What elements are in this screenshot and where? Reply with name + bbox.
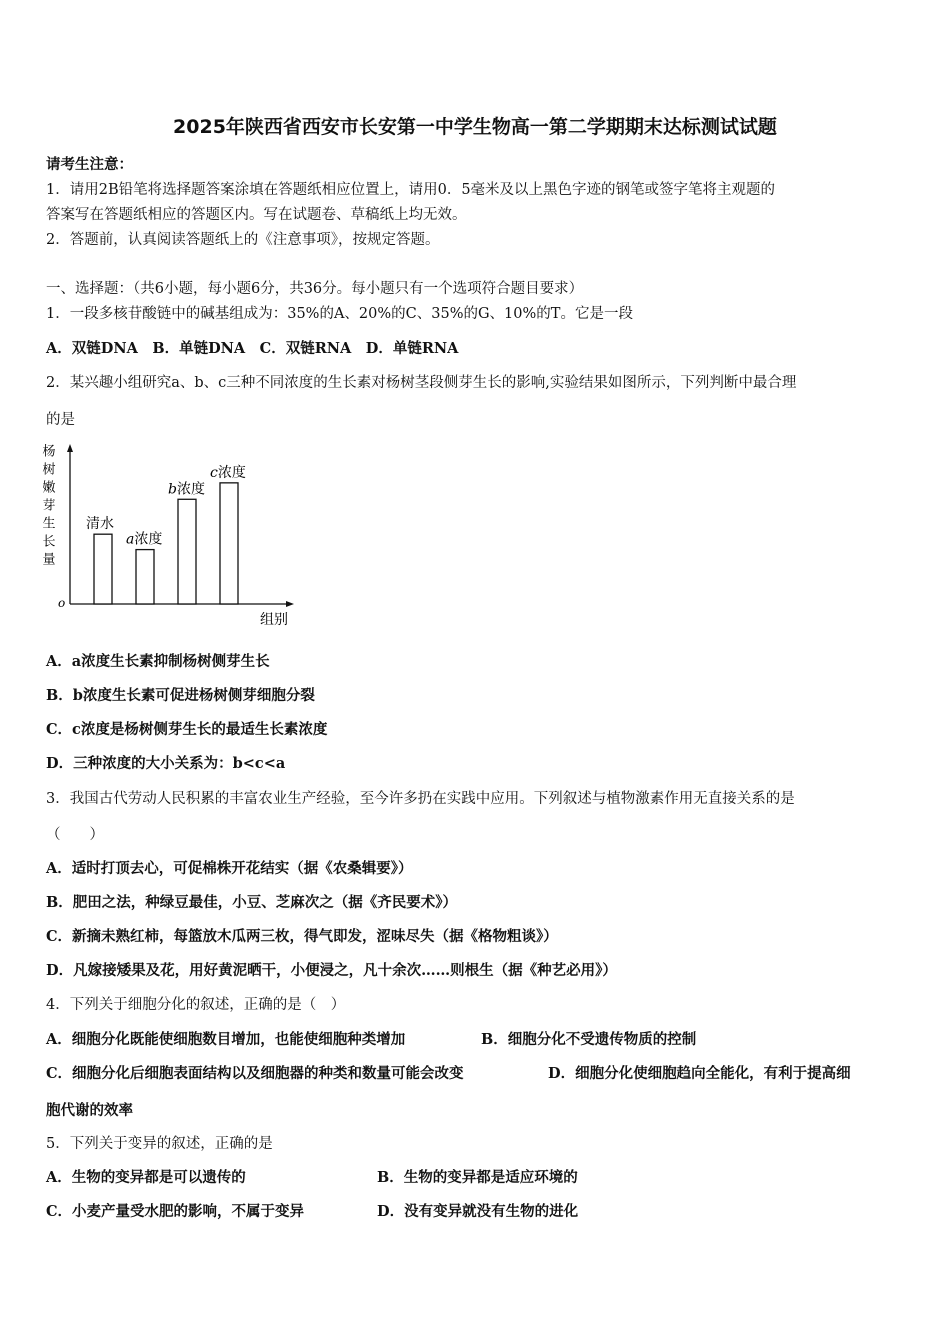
bar-label: b浓度 — [168, 481, 205, 498]
y-axis-arrow — [67, 444, 73, 452]
y-axis-label-text: 杨树嫩芽生长量 — [40, 444, 55, 570]
notice-item: 答案写在答题纸相应的答题区内。写在试题卷、草稿纸上均无效。 — [46, 207, 467, 223]
section-heading: 一、选择题：（共6小题，每小题6分，共36分。每小题只有一个选项符合题目要求） — [46, 281, 584, 297]
x-axis-arrow — [286, 601, 294, 607]
question-4-option-b: B．细胞分化不受遗传物质的控制 — [481, 1031, 697, 1048]
question-1-stem: 1．一段多核苷酸链中的碱基组成为：35%的A、20%的C、35%的G、10%的T。它是一段 — [46, 306, 633, 322]
question-2-option-b: B．b浓度生长素可促进杨树侧芽细胞分裂 — [46, 687, 315, 704]
question-2-option-d: D．三种浓度的大小关系为：b<c<a — [46, 755, 286, 772]
bar — [220, 483, 238, 604]
question-3-stem: 3．我国古代劳动人民积累的丰富农业生产经验，至今许多扔在实践中应用。下列叙述与植物激素作用无直接关系的是 — [46, 791, 795, 807]
question-5-option-c: C．小麦产量受水肥的影响，不属于变异 — [46, 1203, 305, 1220]
page-title: 2025年陕西省西安市长安第一中学生物高一第二学期期末达标测试试题 — [173, 116, 777, 138]
question-5-option-a: A．生物的变异都是可以遗传的 — [46, 1169, 246, 1186]
question-2-option-c: C．c浓度是杨树侧芽生长的最适生长素浓度 — [46, 721, 328, 738]
bar — [94, 534, 112, 604]
question-1-options: A．双链DNA B．单链DNA C．双链RNA D．单链RNA — [46, 340, 459, 357]
question-2-stem: 2．某兴趣小组研究a、b、c三种不同浓度的生长素对杨树茎段侧芽生长的影响,实验结果如图所示，下列判断中最合理 — [46, 375, 797, 391]
question-4-option-d-cont: 胞代谢的效率 — [46, 1102, 133, 1119]
bar — [136, 550, 154, 604]
origin-label: o — [58, 596, 66, 610]
question-3-option-d: D．凡嫁接矮果及花，用好黄泥晒干，小便浸之，凡十余次……则根生（据《种艺必用》） — [46, 962, 617, 979]
bar — [178, 499, 196, 604]
notice-item: 2．答题前，认真阅读答题纸上的《注意事项》，按规定答题。 — [46, 232, 440, 248]
question-5-option-b: B．生物的变异都是适应环境的 — [377, 1169, 578, 1186]
question-4-option-a: A．细胞分化既能使细胞数目增加，也能使细胞种类增加 — [46, 1031, 406, 1048]
question-3-option-c: C．新摘未熟红柿，每篮放木瓜两三枚，得气即发，涩味尽失（据《格物粗谈》） — [46, 928, 558, 945]
question-4-option-d: D．细胞分化使细胞趋向全能化，有利于提高细 — [548, 1065, 851, 1082]
growth-bar-chart — [40, 436, 310, 632]
bar-label: 清水 — [86, 516, 114, 533]
question-4-option-c: C．细胞分化后细胞表面结构以及细胞器的种类和数量可能会改变 — [46, 1065, 464, 1082]
notice-heading: 请考生注意： — [46, 156, 133, 173]
bar-label: c浓度 — [210, 464, 246, 481]
question-5-stem: 5．下列关于变异的叙述，正确的是 — [46, 1136, 273, 1152]
x-axis-label: 组别 — [260, 612, 288, 628]
question-3-option-a: A．适时打顶去心，可促棉株开花结实（据《农桑辑要》） — [46, 860, 413, 877]
question-5-option-d: D．没有变异就没有生物的进化 — [377, 1203, 579, 1220]
question-3-stem: （ ） — [46, 827, 104, 843]
question-2-option-a: A．a浓度生长素抑制杨树侧芽生长 — [46, 653, 270, 670]
question-3-option-b: B．肥田之法，种绿豆最佳，小豆、芝麻次之（据《齐民要术》） — [46, 894, 458, 911]
bar-label: a浓度 — [126, 531, 163, 548]
y-axis-label — [40, 443, 55, 570]
question-4-stem: 4．下列关于细胞分化的叙述，正确的是（ ） — [46, 997, 346, 1013]
question-2-stem: 的是 — [46, 412, 75, 428]
notice-item: 1．请用2B铅笔将选择题答案涂填在答题纸相应位置上，请用0．5毫米及以上黑色字迹的钢笔或签字笔将主观题的 — [46, 182, 776, 198]
